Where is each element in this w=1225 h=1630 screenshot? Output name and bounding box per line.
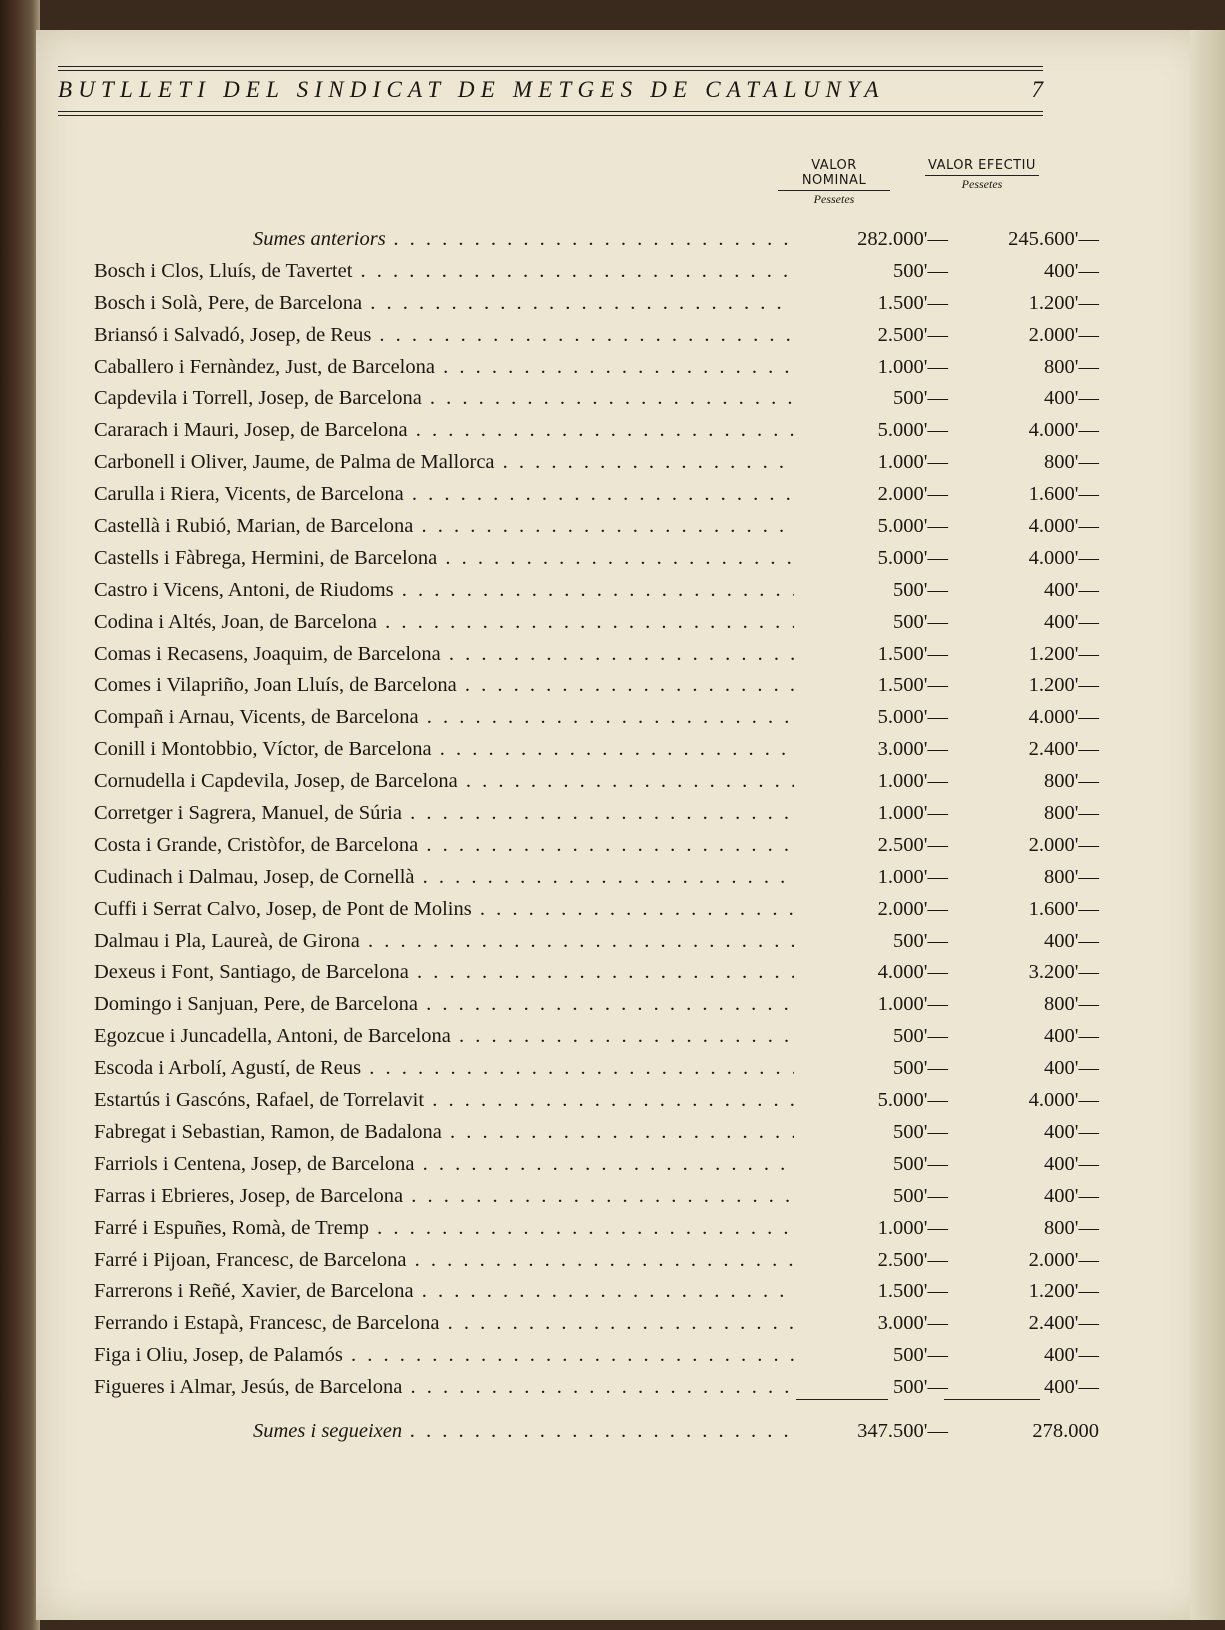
- nominal-value: 500'—: [893, 1025, 948, 1048]
- table-row: [58, 1245, 1099, 1277]
- efectiu-value: 400'—: [1044, 1057, 1099, 1080]
- table-row: [58, 1021, 1099, 1053]
- table-row: [58, 256, 1099, 288]
- nominal-value: 500'—: [893, 387, 948, 410]
- table-row: [58, 894, 1099, 926]
- member-name: Figa i Oliu, Josep, de Palamós . . .: [94, 1340, 794, 1371]
- table-row: [58, 383, 1099, 415]
- nominal-value: 2.000'—: [877, 897, 948, 920]
- efectiu-value: 800'—: [1044, 1216, 1099, 1239]
- page-edge: [1190, 30, 1225, 1620]
- efectiu-value: 2.000'—: [1028, 1248, 1099, 1271]
- member-name: Castellà i Rubió, Marian, de Barcelona . . .: [94, 511, 794, 542]
- running-header: [58, 66, 1043, 119]
- member-name: Caballero i Fernàndez, Just, de Barcelona . . .: [94, 352, 794, 383]
- nominal-value: 5.000'—: [877, 706, 948, 729]
- table-row: [58, 862, 1099, 894]
- header-rule-top-thin: [58, 70, 1043, 71]
- column-unit-nominal: Pessetes: [778, 190, 890, 207]
- running-title-line: [58, 77, 1043, 103]
- efectiu-value: 4.000'—: [1028, 419, 1099, 442]
- efectiu-value: 2.000'—: [1028, 323, 1099, 346]
- efectiu-value: 800'—: [1044, 865, 1099, 888]
- member-name: Ferrando i Estapà, Francesc, de Barcelona . . .: [94, 1308, 794, 1339]
- member-name: Comes i Vilapriño, Joan Lluís, de Barcelona . . .: [94, 670, 794, 701]
- member-name: Bosch i Solà, Pere, de Barcelona . . .: [94, 288, 794, 319]
- nominal-value: 500'—: [893, 1376, 948, 1399]
- table-row: [58, 957, 1099, 989]
- efectiu-value: 400'—: [1044, 1344, 1099, 1367]
- header-rule-top: [58, 66, 1043, 67]
- nominal-value: 1.500'—: [877, 291, 948, 314]
- table-row: [58, 320, 1099, 352]
- efectiu-value: 800'—: [1044, 770, 1099, 793]
- nominal-value: 2.500'—: [877, 323, 948, 346]
- nominal-value: 3.000'—: [877, 1312, 948, 1335]
- nominal-value: 4.000'—: [877, 961, 948, 984]
- header-rule-bottom-thin: [58, 111, 1043, 112]
- nominal-value: 500'—: [893, 1057, 948, 1080]
- efectiu-value: 2.000'—: [1028, 833, 1099, 856]
- closing-total-nominal: 347.500'—: [857, 1420, 948, 1442]
- member-name: Cuffi i Serrat Calvo, Josep, de Pont de Molins . . .: [94, 894, 794, 925]
- efectiu-value: 400'—: [1044, 259, 1099, 282]
- closing-total: [58, 1416, 1099, 1448]
- table-row: [58, 352, 1099, 384]
- nominal-value: 500'—: [893, 259, 948, 282]
- efectiu-value: 2.400'—: [1028, 738, 1099, 761]
- efectiu-value: 800'—: [1044, 451, 1099, 474]
- table-row: [58, 479, 1099, 511]
- table-row: [58, 1308, 1099, 1340]
- efectiu-value: 800'—: [1044, 802, 1099, 825]
- table-row: [58, 734, 1099, 766]
- column-header-nominal: [778, 158, 890, 207]
- efectiu-value: 400'—: [1044, 1184, 1099, 1207]
- header-rule-bottom: [58, 115, 1043, 116]
- table-row: [58, 511, 1099, 543]
- efectiu-value: 4.000'—: [1028, 546, 1099, 569]
- efectiu-value: 1.200'—: [1028, 1280, 1099, 1303]
- nominal-value: 500'—: [893, 610, 948, 633]
- table-row: [58, 288, 1099, 320]
- efectiu-value: 1.600'—: [1028, 897, 1099, 920]
- nominal-value: 2.500'—: [877, 1248, 948, 1271]
- column-header-efectiu: [925, 158, 1039, 192]
- nominal-value: 1.000'—: [877, 770, 948, 793]
- member-name: Codina i Altés, Joan, de Barcelona . . .: [94, 607, 794, 638]
- member-name: Conill i Montobbio, Víctor, de Barcelona . . .: [94, 734, 794, 765]
- page-number: 7: [1031, 77, 1043, 102]
- efectiu-value: 400'—: [1044, 387, 1099, 410]
- nominal-value: 2.500'—: [877, 833, 948, 856]
- table-row: [58, 798, 1099, 830]
- opening-total-efectiu: 245.600'—: [1008, 228, 1099, 250]
- efectiu-value: 3.200'—: [1028, 961, 1099, 984]
- nominal-value: 1.000'—: [877, 865, 948, 888]
- table-row: [58, 1181, 1099, 1213]
- member-name: Carulla i Riera, Vicents, de Barcelona . . .: [94, 479, 794, 510]
- member-name: Egozcue i Juncadella, Antoni, de Barcelona . . .: [94, 1021, 794, 1052]
- table-row: [58, 670, 1099, 702]
- member-name: Estartús i Gascóns, Rafael, de Torrelavit . . .: [94, 1085, 794, 1116]
- column-label-nominal: VALOR NOMINAL: [801, 158, 867, 188]
- opening-total-nominal: 282.000'—: [857, 228, 948, 250]
- efectiu-value: 400'—: [1044, 1152, 1099, 1175]
- table-row: [58, 575, 1099, 607]
- table-row: [58, 1340, 1099, 1372]
- nominal-value: 500'—: [893, 929, 948, 952]
- member-name: Figueres i Almar, Jesús, de Barcelona . . .: [94, 1372, 794, 1403]
- nominal-value: 1.500'—: [877, 674, 948, 697]
- table-row: [58, 1276, 1099, 1308]
- opening-total-label: Sumes anteriors . . .: [253, 224, 794, 255]
- table-row: [58, 830, 1099, 862]
- member-name: Cudinach i Dalmau, Josep, de Cornellà . . .: [94, 862, 794, 893]
- efectiu-value: 1.200'—: [1028, 642, 1099, 665]
- nominal-value: 500'—: [893, 1344, 948, 1367]
- table-row: [58, 1117, 1099, 1149]
- column-label-efectiu: VALOR EFECTIU: [928, 158, 1036, 173]
- table-row: [58, 447, 1099, 479]
- column-unit-efectiu: Pessetes: [925, 175, 1039, 192]
- closing-total-row: [58, 1416, 1099, 1448]
- member-name: Domingo i Sanjuan, Pere, de Barcelona . . .: [94, 989, 794, 1020]
- nominal-value: 1.000'—: [877, 1216, 948, 1239]
- member-name: Castro i Vicens, Antoni, de Riudoms . . .: [94, 575, 794, 606]
- nominal-value: 500'—: [893, 1184, 948, 1207]
- member-name: Farrerons i Reñé, Xavier, de Barcelona . . .: [94, 1276, 794, 1307]
- table-row: [58, 607, 1099, 639]
- nominal-value: 500'—: [893, 1152, 948, 1175]
- efectiu-value: 400'—: [1044, 578, 1099, 601]
- member-name: Costa i Grande, Cristòfor, de Barcelona . . .: [94, 830, 794, 861]
- book-spine: [0, 0, 40, 1630]
- nominal-value: 500'—: [893, 578, 948, 601]
- member-name: Farré i Pijoan, Francesc, de Barcelona . . .: [94, 1245, 794, 1276]
- nominal-value: 1.500'—: [877, 1280, 948, 1303]
- nominal-value: 5.000'—: [877, 419, 948, 442]
- efectiu-value: 4.000'—: [1028, 515, 1099, 538]
- efectiu-value: 800'—: [1044, 993, 1099, 1016]
- member-name: Escoda i Arbolí, Agustí, de Reus . . .: [94, 1053, 794, 1084]
- member-name: Carbonell i Oliver, Jaume, de Palma de Mallorca . . .: [94, 447, 794, 478]
- member-name: Cararach i Mauri, Josep, de Barcelona . . .: [94, 415, 794, 446]
- member-name: Comas i Recasens, Joaquim, de Barcelona . . .: [94, 639, 794, 670]
- table-row: [58, 1213, 1099, 1245]
- closing-total-label: Sumes i segueixen . . .: [253, 1416, 794, 1447]
- member-name: Farré i Espuñes, Romà, de Tremp . . .: [94, 1213, 794, 1244]
- table-row: [58, 1372, 1099, 1404]
- nominal-value: 500'—: [893, 1120, 948, 1143]
- nominal-value: 5.000'—: [877, 515, 948, 538]
- efectiu-value: 400'—: [1044, 1120, 1099, 1143]
- nominal-value: 1.000'—: [877, 355, 948, 378]
- nominal-value: 1.000'—: [877, 802, 948, 825]
- efectiu-value: 4.000'—: [1028, 706, 1099, 729]
- table-row: [58, 543, 1099, 575]
- closing-total-efectiu: 278.000: [1032, 1420, 1099, 1442]
- member-name: Castells i Fàbrega, Hermini, de Barcelona . . .: [94, 543, 794, 574]
- total-rule-nominal: [796, 1399, 888, 1400]
- member-name: Bosch i Clos, Lluís, de Tavertet . . .: [94, 256, 794, 287]
- efectiu-value: 400'—: [1044, 1025, 1099, 1048]
- table-row: [58, 415, 1099, 447]
- table-row: [58, 1149, 1099, 1181]
- table-row: [58, 639, 1099, 671]
- nominal-value: 5.000'—: [877, 1089, 948, 1112]
- table-row: [58, 926, 1099, 958]
- member-name: Fabregat i Sebastian, Ramon, de Badalona . . .: [94, 1117, 794, 1148]
- efectiu-value: 800'—: [1044, 355, 1099, 378]
- member-name: Dalmau i Pla, Laureà, de Girona . . .: [94, 926, 794, 957]
- table-row: [58, 1085, 1099, 1117]
- table-row: [58, 766, 1099, 798]
- running-title: BUTLLETI DEL SINDICAT DE METGES DE CATALUNYA: [58, 77, 885, 102]
- nominal-value: 3.000'—: [877, 738, 948, 761]
- nominal-value: 5.000'—: [877, 546, 948, 569]
- opening-total-row: [58, 224, 1099, 256]
- member-name: Compañ i Arnau, Vicents, de Barcelona . . .: [94, 702, 794, 733]
- total-rule-efectiu: [944, 1399, 1040, 1400]
- subscriber-list: [58, 224, 1099, 1404]
- member-name: Dexeus i Font, Santiago, de Barcelona . . .: [94, 957, 794, 988]
- member-name: Corretger i Sagrera, Manuel, de Súria . . .: [94, 798, 794, 829]
- nominal-value: 1.500'—: [877, 642, 948, 665]
- member-name: Capdevila i Torrell, Josep, de Barcelona . . .: [94, 383, 794, 414]
- efectiu-value: 2.400'—: [1028, 1312, 1099, 1335]
- table-row: [58, 702, 1099, 734]
- efectiu-value: 400'—: [1044, 610, 1099, 633]
- efectiu-value: 4.000'—: [1028, 1089, 1099, 1112]
- efectiu-value: 400'—: [1044, 929, 1099, 952]
- efectiu-value: 1.600'—: [1028, 483, 1099, 506]
- table-row: [58, 1053, 1099, 1085]
- efectiu-value: 1.200'—: [1028, 674, 1099, 697]
- member-name: Cornudella i Capdevila, Josep, de Barcelona . . .: [94, 766, 794, 797]
- nominal-value: 1.000'—: [877, 993, 948, 1016]
- member-name: Farras i Ebrieres, Josep, de Barcelona . . .: [94, 1181, 794, 1212]
- efectiu-value: 400'—: [1044, 1376, 1099, 1399]
- nominal-value: 2.000'—: [877, 483, 948, 506]
- table-row: [58, 989, 1099, 1021]
- member-name: Briansó i Salvadó, Josep, de Reus . . .: [94, 320, 794, 351]
- nominal-value: 1.000'—: [877, 451, 948, 474]
- efectiu-value: 1.200'—: [1028, 291, 1099, 314]
- member-name: Farriols i Centena, Josep, de Barcelona . . .: [94, 1149, 794, 1180]
